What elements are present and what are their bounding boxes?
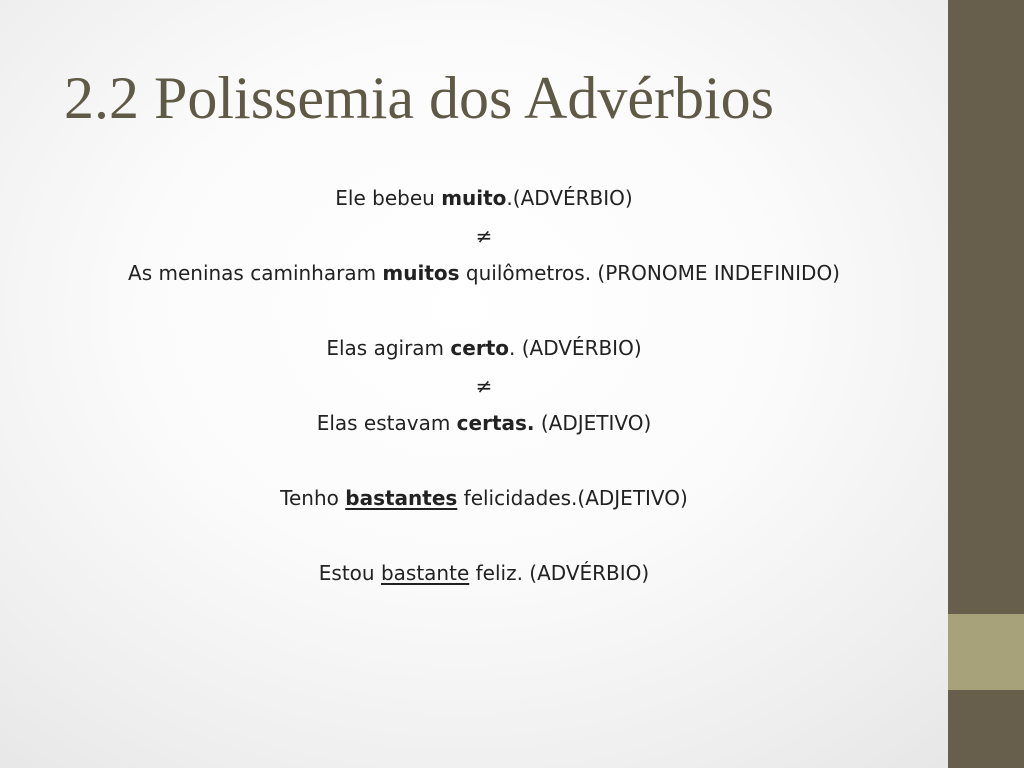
slide-title: 2.2 Polissemia dos Advérbios [64,65,775,131]
example-line-bastantes [40,480,928,518]
line-text: Elas estavam [316,411,457,435]
key-word: bastantes [345,486,458,510]
blank-spacer [40,518,928,556]
key-word: muitos [382,261,460,285]
line-text: Estou [318,561,381,585]
line-text: .(ADVÉRBIO) [506,186,633,210]
blank-spacer [40,293,928,331]
line-text: felicidades.(ADJETIVO) [457,486,688,510]
example-line-certo [40,330,928,368]
line-text: As meninas caminharam [128,261,383,285]
not-equal-symbol: ≠ [475,373,493,398]
example-line-certas [40,405,928,443]
key-word: certo [450,336,509,360]
key-word: bastante [380,561,470,585]
key-word: muito [441,186,507,210]
not-equal-symbol: ≠ [475,223,493,248]
blank-spacer [40,443,928,481]
example-line-bastante [40,555,928,593]
example-line-muitos [40,255,928,293]
line-text: Elas agiram [326,336,451,360]
example-line-muito [40,180,928,218]
line-text: (ADJETIVO) [534,411,652,435]
line-text: . (ADVÉRBIO) [509,336,642,360]
line-text: Tenho [280,486,346,510]
decorative-sidebar-accent [948,614,1024,690]
line-text: quilômetros. (PRONOME INDEFINIDO) [459,261,840,285]
line-text: Ele bebeu [335,186,442,210]
key-word: certas. [456,411,535,435]
line-text: feliz. (ADVÉRBIO) [469,561,650,585]
slide-body [40,180,928,593]
